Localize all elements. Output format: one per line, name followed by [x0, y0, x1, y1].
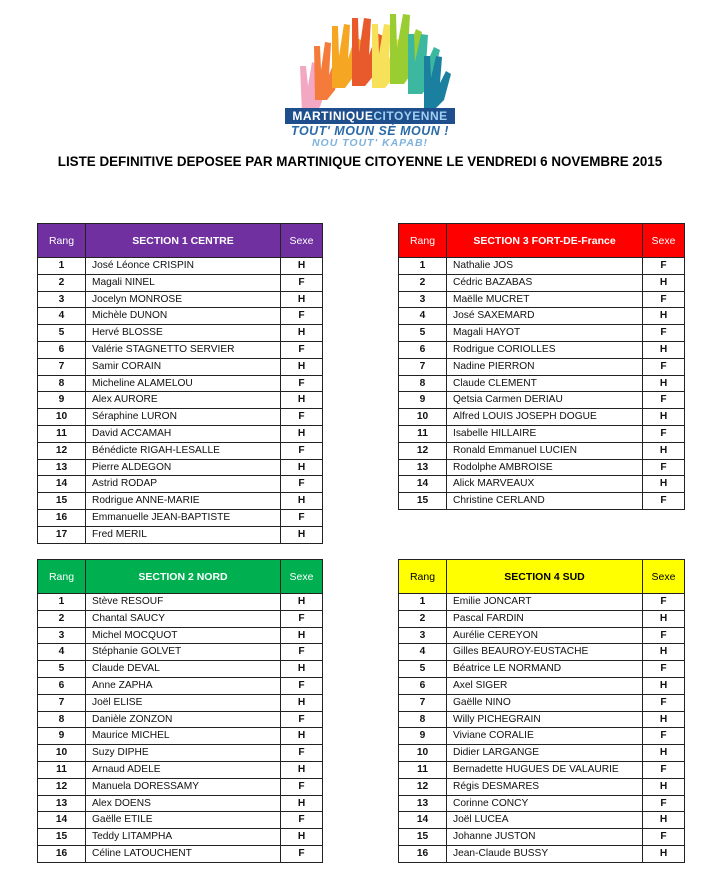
- rang-cell: 10: [399, 409, 447, 426]
- sexe-cell: H: [281, 728, 323, 745]
- candidate-name-cell: Corinne CONCY: [447, 795, 643, 812]
- section-1-table: [37, 223, 323, 544]
- sexe-cell: H: [643, 644, 685, 661]
- sexe-cell: H: [281, 627, 323, 644]
- rang-cell: 9: [38, 392, 86, 409]
- candidate-name-cell: David ACCAMAH: [86, 425, 281, 442]
- table-row: [38, 728, 323, 745]
- sexe-cell: F: [281, 711, 323, 728]
- sexe-header: Sexe: [281, 560, 323, 594]
- rang-cell: 14: [38, 476, 86, 493]
- rang-cell: 5: [38, 325, 86, 342]
- candidate-name-cell: Gaëlle ETILE: [86, 812, 281, 829]
- candidate-name-cell: Rodrigue ANNE-MARIE: [86, 493, 281, 510]
- sexe-cell: F: [643, 761, 685, 778]
- table-row: [38, 778, 323, 795]
- rang-cell: 2: [38, 610, 86, 627]
- sexe-cell: H: [281, 459, 323, 476]
- rang-cell: 15: [38, 493, 86, 510]
- table-row: [399, 442, 685, 459]
- section-3-table: [398, 223, 685, 510]
- candidate-name-cell: Maëlle MUCRET: [447, 291, 643, 308]
- candidate-name-cell: Alex DOENS: [86, 795, 281, 812]
- candidate-name-cell: Astrid RODAP: [86, 476, 281, 493]
- rang-cell: 5: [399, 325, 447, 342]
- table-row: [399, 291, 685, 308]
- rang-cell: 8: [38, 711, 86, 728]
- sexe-cell: H: [281, 258, 323, 275]
- rang-cell: 12: [38, 778, 86, 795]
- sexe-cell: F: [643, 594, 685, 611]
- candidate-name-cell: Chantal SAUCY: [86, 610, 281, 627]
- candidate-name-cell: Stéphanie GOLVET: [86, 644, 281, 661]
- rang-cell: 16: [399, 845, 447, 862]
- rang-cell: 10: [38, 745, 86, 762]
- sexe-header: Sexe: [643, 560, 685, 594]
- rang-cell: 7: [38, 358, 86, 375]
- rang-cell: 11: [38, 761, 86, 778]
- sexe-cell: H: [643, 610, 685, 627]
- table-row: [399, 761, 685, 778]
- sexe-cell: F: [281, 845, 323, 862]
- sexe-cell: F: [281, 677, 323, 694]
- rang-cell: 14: [399, 812, 447, 829]
- rang-cell: 7: [399, 694, 447, 711]
- table-row: [399, 392, 685, 409]
- candidate-name-cell: Ronald Emmanuel LUCIEN: [447, 442, 643, 459]
- candidate-name-cell: Joël LUCEA: [447, 812, 643, 829]
- table-row: [399, 594, 685, 611]
- table-row: [38, 677, 323, 694]
- table-row: [38, 745, 323, 762]
- sexe-cell: F: [643, 291, 685, 308]
- candidate-name-cell: Claude DEVAL: [86, 661, 281, 678]
- candidate-name-cell: Isabelle HILLAIRE: [447, 425, 643, 442]
- rang-cell: 17: [38, 526, 86, 543]
- table-row: [399, 274, 685, 291]
- sexe-cell: H: [643, 375, 685, 392]
- rang-cell: 7: [38, 694, 86, 711]
- sexe-cell: F: [281, 778, 323, 795]
- rang-cell: 6: [399, 341, 447, 358]
- table-row: [399, 493, 685, 510]
- table-row: [38, 341, 323, 358]
- logo-name-part2: CITOYENNE: [373, 109, 448, 123]
- table-row: [38, 375, 323, 392]
- rang-cell: 3: [399, 291, 447, 308]
- table-row: [38, 442, 323, 459]
- section-name-header: SECTION 2 NORD: [86, 560, 281, 594]
- table-row: [399, 644, 685, 661]
- table-row: [399, 795, 685, 812]
- table-row: [38, 829, 323, 846]
- sexe-cell: H: [281, 795, 323, 812]
- rang-cell: 12: [38, 442, 86, 459]
- table-row: [38, 308, 323, 325]
- candidate-name-cell: Béatrice LE NORMAND: [447, 661, 643, 678]
- candidate-name-cell: Johanne JUSTON: [447, 829, 643, 846]
- table-row: [38, 644, 323, 661]
- logo-name-part1: MARTINIQUE: [292, 109, 374, 123]
- table-row: [38, 509, 323, 526]
- sexe-cell: H: [643, 677, 685, 694]
- sexe-cell: H: [281, 594, 323, 611]
- rang-cell: 4: [399, 308, 447, 325]
- candidate-name-cell: Arnaud ADELE: [86, 761, 281, 778]
- candidate-name-cell: Alfred LOUIS JOSEPH DOGUE: [447, 409, 643, 426]
- candidate-name-cell: Valérie STAGNETTO SERVIER: [86, 341, 281, 358]
- candidate-name-cell: Magali HAYOT: [447, 325, 643, 342]
- sexe-cell: F: [643, 392, 685, 409]
- candidate-name-cell: Emilie JONCART: [447, 594, 643, 611]
- sexe-cell: F: [643, 325, 685, 342]
- sexe-cell: F: [281, 644, 323, 661]
- sexe-cell: H: [281, 325, 323, 342]
- rang-cell: 13: [38, 459, 86, 476]
- candidate-name-cell: Jocelyn MONROSE: [86, 291, 281, 308]
- candidate-name-cell: Aurélie CEREYON: [447, 627, 643, 644]
- rang-cell: 4: [38, 644, 86, 661]
- logo-slogan-secondary: NOU TOUT' KAPAB!: [311, 137, 429, 149]
- sexe-cell: F: [643, 258, 685, 275]
- table-row: [38, 661, 323, 678]
- sexe-header: Sexe: [643, 224, 685, 258]
- table-row: [38, 493, 323, 510]
- candidate-name-cell: Régis DESMARES: [447, 778, 643, 795]
- table-row: [399, 459, 685, 476]
- rang-cell: 1: [399, 258, 447, 275]
- rang-cell: 15: [38, 829, 86, 846]
- rang-cell: 10: [399, 745, 447, 762]
- rang-header: Rang: [38, 560, 86, 594]
- table-row: [38, 459, 323, 476]
- table-row: [38, 761, 323, 778]
- table-row: [38, 694, 323, 711]
- candidate-name-cell: Pierre ALDEGON: [86, 459, 281, 476]
- rang-header: Rang: [399, 224, 447, 258]
- candidate-name-cell: Christine CERLAND: [447, 493, 643, 510]
- rang-cell: 1: [38, 594, 86, 611]
- sexe-cell: F: [281, 745, 323, 762]
- rang-cell: 6: [399, 677, 447, 694]
- rang-cell: 2: [38, 274, 86, 291]
- rang-cell: 9: [38, 728, 86, 745]
- sexe-cell: F: [643, 627, 685, 644]
- candidate-name-cell: Suzy DIPHE: [86, 745, 281, 762]
- table-row: [38, 274, 323, 291]
- candidate-name-cell: Maurice MICHEL: [86, 728, 281, 745]
- candidate-name-cell: José Léonce CRISPIN: [86, 258, 281, 275]
- sexe-cell: H: [281, 761, 323, 778]
- candidate-name-cell: Samir CORAIN: [86, 358, 281, 375]
- table-row: [38, 291, 323, 308]
- candidate-name-cell: José SAXEMARD: [447, 308, 643, 325]
- sexe-cell: F: [643, 728, 685, 745]
- rang-cell: 6: [38, 341, 86, 358]
- table-row: [399, 425, 685, 442]
- rang-cell: 15: [399, 829, 447, 846]
- sexe-cell: H: [643, 778, 685, 795]
- sexe-cell: H: [643, 845, 685, 862]
- sexe-cell: H: [281, 694, 323, 711]
- sexe-cell: H: [281, 829, 323, 846]
- candidate-name-cell: Didier LARGANGE: [447, 745, 643, 762]
- sexe-cell: F: [281, 476, 323, 493]
- table-row: [399, 325, 685, 342]
- sexe-cell: F: [281, 341, 323, 358]
- rang-cell: 9: [399, 392, 447, 409]
- sexe-cell: H: [643, 409, 685, 426]
- rang-cell: 6: [38, 677, 86, 694]
- candidate-name-cell: Micheline ALAMELOU: [86, 375, 281, 392]
- table-row: [399, 375, 685, 392]
- logo-slogan: TOUT' MOUN SÉ MOUN !: [291, 124, 449, 138]
- candidate-name-cell: Gilles BEAUROY-EUSTACHE: [447, 644, 643, 661]
- candidate-name-cell: Fred MERIL: [86, 526, 281, 543]
- section-name-header: SECTION 3 FORT-DE-France: [447, 224, 643, 258]
- sexe-cell: F: [643, 493, 685, 510]
- table-row: [38, 258, 323, 275]
- table-row: [38, 526, 323, 543]
- candidate-name-cell: Gaëlle NINO: [447, 694, 643, 711]
- table-row: [399, 610, 685, 627]
- logo-wordmark: [285, 108, 455, 124]
- candidate-name-cell: Bernadette HUGUES DE VALAURIE: [447, 761, 643, 778]
- table-row: [38, 325, 323, 342]
- rang-cell: 4: [38, 308, 86, 325]
- sexe-cell: H: [643, 341, 685, 358]
- table-row: [38, 812, 323, 829]
- rang-cell: 14: [399, 476, 447, 493]
- candidate-name-cell: Michel MOCQUOT: [86, 627, 281, 644]
- sexe-cell: H: [643, 274, 685, 291]
- sexe-cell: H: [281, 358, 323, 375]
- candidate-name-cell: Nathalie JOS: [447, 258, 643, 275]
- candidate-name-cell: Danièle ZONZON: [86, 711, 281, 728]
- sexe-cell: F: [643, 829, 685, 846]
- candidate-name-cell: Anne ZAPHA: [86, 677, 281, 694]
- rang-cell: 11: [399, 425, 447, 442]
- candidate-name-cell: Hervé BLOSSE: [86, 325, 281, 342]
- rang-cell: 3: [38, 627, 86, 644]
- rang-header: Rang: [38, 224, 86, 258]
- candidate-name-cell: Nadine PIERRON: [447, 358, 643, 375]
- sexe-header: Sexe: [281, 224, 323, 258]
- candidate-name-cell: Michèle DUNON: [86, 308, 281, 325]
- rang-cell: 16: [38, 509, 86, 526]
- candidate-name-cell: Teddy LITAMPHA: [86, 829, 281, 846]
- rang-cell: 8: [399, 375, 447, 392]
- sexe-cell: H: [281, 493, 323, 510]
- rang-cell: 12: [399, 778, 447, 795]
- candidate-name-cell: Emmanuelle JEAN-BAPTISTE: [86, 509, 281, 526]
- candidate-name-cell: Viviane CORALIE: [447, 728, 643, 745]
- rang-cell: 1: [399, 594, 447, 611]
- rang-cell: 4: [399, 644, 447, 661]
- sexe-cell: F: [643, 795, 685, 812]
- rang-cell: 14: [38, 812, 86, 829]
- candidate-name-cell: Alex AURORE: [86, 392, 281, 409]
- sexe-cell: H: [281, 291, 323, 308]
- sexe-cell: F: [281, 375, 323, 392]
- page-title: LISTE DEFINITIVE DEPOSEE PAR MARTINIQUE CITOYENNE LE VENDREDI 6 NOVEMBRE 2015: [57, 154, 663, 169]
- rang-cell: 13: [399, 795, 447, 812]
- candidate-name-cell: Manuela DORESSAMY: [86, 778, 281, 795]
- table-row: [399, 711, 685, 728]
- table-row: [399, 661, 685, 678]
- table-row: [38, 711, 323, 728]
- table-row: [399, 258, 685, 275]
- rang-cell: 13: [399, 459, 447, 476]
- candidate-name-cell: Willy PICHEGRAIN: [447, 711, 643, 728]
- sexe-cell: F: [643, 459, 685, 476]
- table-row: [399, 308, 685, 325]
- candidate-name-cell: Cédric BAZABAS: [447, 274, 643, 291]
- table-row: [38, 610, 323, 627]
- candidate-name-cell: Jean-Claude BUSSY: [447, 845, 643, 862]
- rang-cell: 3: [38, 291, 86, 308]
- candidate-name-cell: Rodolphe AMBROISE: [447, 459, 643, 476]
- rang-cell: 5: [38, 661, 86, 678]
- rang-cell: 2: [399, 610, 447, 627]
- candidate-name-cell: Bénédicte RIGAH-LESALLE: [86, 442, 281, 459]
- candidate-name-cell: Céline LATOUCHENT: [86, 845, 281, 862]
- rang-cell: 16: [38, 845, 86, 862]
- candidate-name-cell: Pascal FARDIN: [447, 610, 643, 627]
- sexe-cell: H: [643, 476, 685, 493]
- sexe-cell: F: [643, 425, 685, 442]
- candidate-name-cell: Qetsia Carmen DERIAU: [447, 392, 643, 409]
- candidate-name-cell: Alick MARVEAUX: [447, 476, 643, 493]
- table-row: [399, 627, 685, 644]
- sexe-cell: F: [281, 442, 323, 459]
- sexe-cell: H: [281, 526, 323, 543]
- table-row: [399, 745, 685, 762]
- sexe-cell: F: [281, 610, 323, 627]
- section-4-table: [398, 559, 685, 863]
- rang-cell: 13: [38, 795, 86, 812]
- section-2-table: [37, 559, 323, 863]
- sexe-cell: H: [643, 745, 685, 762]
- candidate-name-cell: Stève RESOUF: [86, 594, 281, 611]
- table-row: [38, 425, 323, 442]
- table-row: [38, 409, 323, 426]
- sexe-cell: F: [281, 274, 323, 291]
- sexe-cell: H: [281, 425, 323, 442]
- sexe-cell: H: [281, 392, 323, 409]
- section-name-header: SECTION 1 CENTRE: [86, 224, 281, 258]
- sexe-cell: F: [281, 812, 323, 829]
- rang-cell: 10: [38, 409, 86, 426]
- rang-cell: 3: [399, 627, 447, 644]
- rang-cell: 11: [38, 425, 86, 442]
- rang-cell: 15: [399, 493, 447, 510]
- sexe-cell: F: [643, 694, 685, 711]
- sexe-cell: F: [281, 509, 323, 526]
- sexe-cell: H: [643, 711, 685, 728]
- sexe-cell: H: [643, 308, 685, 325]
- table-row: [399, 812, 685, 829]
- rang-cell: 2: [399, 274, 447, 291]
- table-row: [399, 476, 685, 493]
- table-row: [399, 694, 685, 711]
- rang-cell: 9: [399, 728, 447, 745]
- table-row: [38, 476, 323, 493]
- rang-cell: 11: [399, 761, 447, 778]
- candidate-name-cell: Axel SIGER: [447, 677, 643, 694]
- rang-cell: 7: [399, 358, 447, 375]
- table-row: [399, 845, 685, 862]
- table-row: [399, 829, 685, 846]
- sexe-cell: F: [281, 409, 323, 426]
- table-row: [38, 392, 323, 409]
- table-row: [38, 627, 323, 644]
- table-row: [399, 778, 685, 795]
- section-name-header: SECTION 4 SUD: [447, 560, 643, 594]
- candidate-name-cell: Rodrigue CORIOLLES: [447, 341, 643, 358]
- sexe-cell: F: [281, 308, 323, 325]
- rang-cell: 12: [399, 442, 447, 459]
- sexe-cell: F: [643, 661, 685, 678]
- rang-cell: 8: [38, 375, 86, 392]
- table-row: [399, 409, 685, 426]
- table-row: [38, 594, 323, 611]
- rang-cell: 5: [399, 661, 447, 678]
- candidate-name-cell: Claude CLEMENT: [447, 375, 643, 392]
- rang-cell: 8: [399, 711, 447, 728]
- table-row: [38, 358, 323, 375]
- rang-header: Rang: [399, 560, 447, 594]
- table-row: [399, 341, 685, 358]
- sexe-cell: H: [281, 661, 323, 678]
- rang-cell: 1: [38, 258, 86, 275]
- sexe-cell: H: [643, 442, 685, 459]
- table-row: [38, 795, 323, 812]
- sexe-cell: F: [643, 358, 685, 375]
- table-row: [399, 728, 685, 745]
- table-row: [399, 677, 685, 694]
- candidate-name-cell: Séraphine LURON: [86, 409, 281, 426]
- sexe-cell: H: [643, 812, 685, 829]
- table-row: [399, 358, 685, 375]
- candidate-name-cell: Joël ELISE: [86, 694, 281, 711]
- candidate-name-cell: Magali NINEL: [86, 274, 281, 291]
- table-row: [38, 845, 323, 862]
